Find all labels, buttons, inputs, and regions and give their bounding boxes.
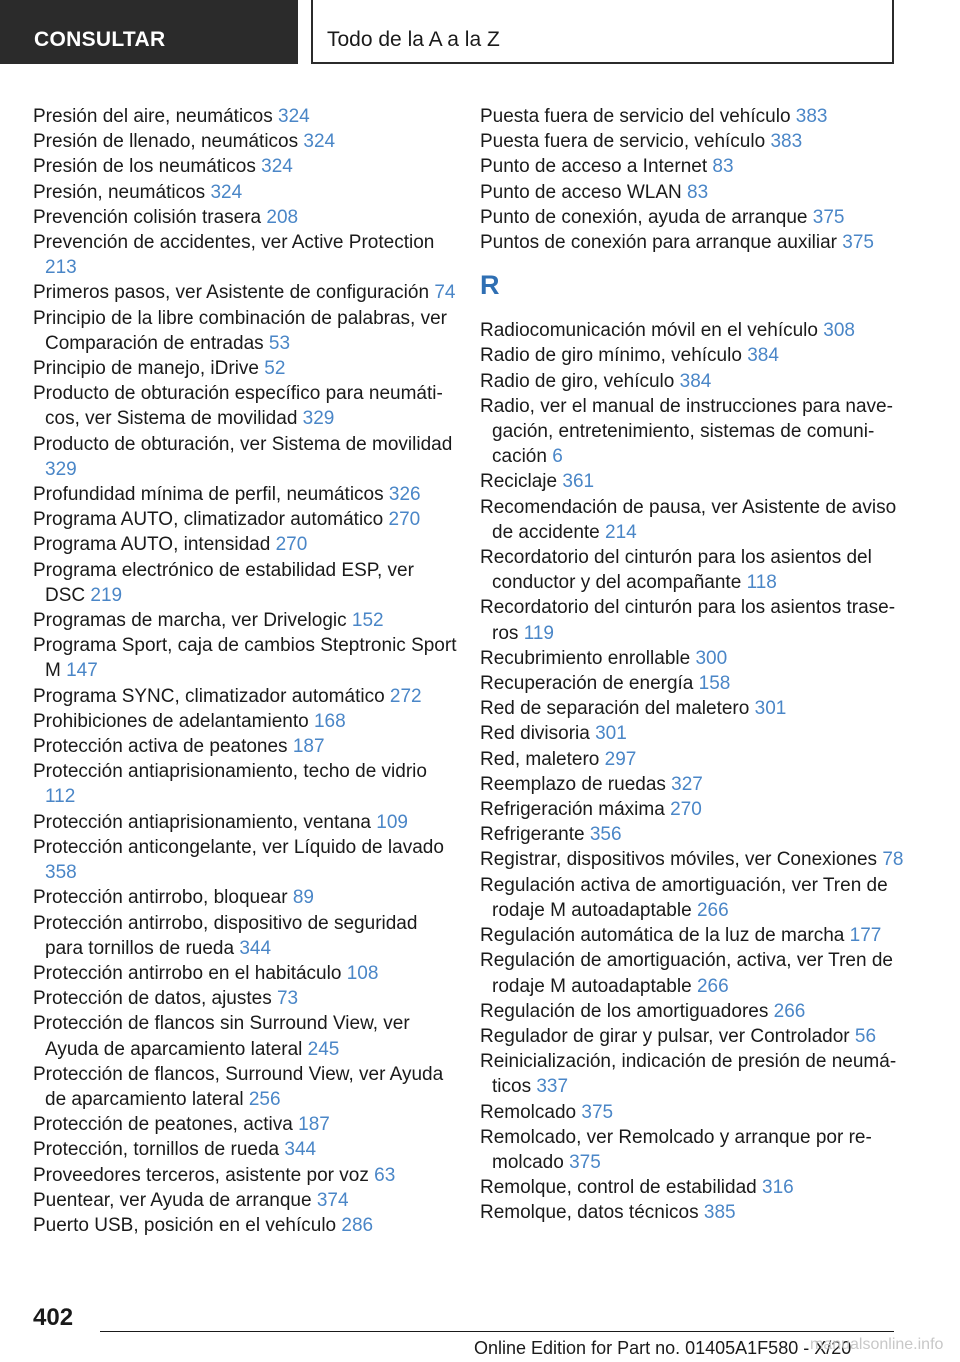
page-reference-link[interactable]: 301 [754, 698, 787, 720]
section-label: CONSULTAR [34, 28, 166, 51]
index-term: Puntos de conexión para arranque auxiliar [480, 232, 838, 254]
index-term: Remolque, datos técnicos [480, 1202, 699, 1224]
page-reference-link[interactable]: 383 [770, 131, 803, 153]
index-term: Puentear, ver Ayuda de arranque [33, 1189, 312, 1211]
page-reference-link[interactable]: 245 [307, 1038, 340, 1060]
index-term: Radio, ver el manual de instrucciones para navegación, entretenimiento, sistemas de comunicación [480, 395, 893, 468]
index-term: Radio de giro, vehículo [480, 370, 675, 392]
index-term: Puesta fuera de servicio del vehículo [480, 106, 791, 127]
page-reference-link[interactable]: 300 [695, 647, 728, 669]
page-reference-link[interactable]: 147 [66, 660, 98, 682]
page-reference-link[interactable]: 327 [671, 773, 703, 795]
index-term: Red, maletero [480, 748, 600, 770]
index-entry [480, 1024, 904, 1049]
index-term: Producto de obturación específico para neumáticos, ver Sistema de movilidad [33, 383, 443, 430]
index-entry [33, 129, 457, 154]
index-entry [33, 1137, 457, 1162]
page-reference-link[interactable]: 316 [762, 1177, 794, 1199]
index-term: Remolcado, ver Remolcado y arranque por remolcado [480, 1126, 872, 1173]
page-reference-link[interactable]: 329 [45, 458, 77, 480]
index-entry [33, 180, 457, 205]
index-term: Proveedores terceros, asistente por voz [33, 1164, 369, 1186]
page-reference-link[interactable]: 89 [292, 887, 314, 909]
index-term: Programas de marcha, ver Drivelogic [33, 610, 347, 632]
page-reference-link[interactable]: 286 [341, 1214, 374, 1236]
index-entry [33, 532, 457, 557]
index-term: Presión, neumáticos [33, 181, 206, 203]
index-entry [480, 847, 904, 872]
index-entry [33, 1213, 457, 1238]
index-entry [33, 280, 457, 305]
index-entry [480, 646, 904, 671]
index-entry [480, 772, 904, 797]
index-entry [480, 495, 904, 545]
page-reference-link[interactable]: 375 [581, 1101, 614, 1123]
index-term: Recubrimiento enrollable [480, 647, 691, 669]
page-reference-link[interactable]: 152 [351, 610, 384, 632]
page-reference-link[interactable]: 214 [605, 521, 637, 543]
index-term: Protección activa de peatones [33, 736, 288, 758]
index-entry [33, 759, 457, 809]
index-term: Protección de flancos sin Surround View, ver Ayuda de aparcamiento lateral [33, 1013, 410, 1060]
page-reference-link[interactable]: 266 [773, 1000, 806, 1022]
index-entry [480, 205, 904, 230]
page-reference-link[interactable]: 63 [374, 1164, 396, 1186]
index-entry [33, 432, 457, 482]
index-group-p [480, 104, 904, 255]
page-reference-link[interactable]: 53 [268, 332, 291, 354]
index-entry [480, 545, 904, 595]
index-entry [480, 721, 904, 746]
index-entry [33, 104, 457, 129]
index-term: Prohibiciones de adelantamiento [33, 710, 309, 732]
page-reference-link[interactable]: 256 [248, 1088, 281, 1110]
index-entry [33, 154, 457, 179]
index-term: Registrar, dispositivos móviles, ver Conexiones [480, 849, 878, 871]
index-entry [480, 318, 904, 343]
page-reference-link[interactable]: 83 [687, 181, 709, 203]
page-header [311, 0, 894, 64]
page-reference-link[interactable]: 168 [313, 710, 346, 732]
index-entry [480, 343, 904, 368]
index-term: Primeros pasos, ver Asistente de configuración [33, 282, 430, 304]
index-term: Red divisoria [480, 723, 590, 745]
index-entry [480, 1100, 904, 1125]
page-reference-link[interactable]: 270 [275, 534, 308, 556]
page-reference-link[interactable]: 326 [388, 484, 421, 506]
page-reference-link[interactable]: 78 [882, 849, 904, 871]
index-term: Producto de obturación, ver Sistema de movilidad [33, 433, 453, 455]
index-entry [480, 797, 904, 822]
index-term: Programa SYNC, climatizador automático [33, 685, 385, 707]
page-reference-link[interactable]: 119 [523, 622, 554, 644]
index-entry [480, 394, 904, 470]
index-term: Recordatorio del cinturón para los asientos traseros [480, 597, 896, 644]
index-entry [480, 595, 904, 645]
index-entry [33, 230, 457, 280]
index-term: Radiocomunicación móvil en el vehículo [480, 320, 818, 342]
page-reference-link[interactable]: 266 [696, 899, 729, 921]
index-entry [480, 696, 904, 721]
index-term: Presión de los neumáticos [33, 156, 256, 178]
page-reference-link[interactable]: 270 [388, 509, 421, 531]
index-term: Programa AUTO, climatizador automático [33, 509, 384, 531]
index-entry [33, 381, 457, 431]
index-entry [33, 507, 457, 532]
page-reference-link[interactable]: 74 [434, 282, 456, 304]
page-reference-link[interactable]: 187 [298, 1114, 330, 1136]
index-entry [33, 1011, 457, 1061]
index-term: Radio de giro mínimo, vehículo [480, 345, 742, 367]
page-reference-link[interactable]: 266 [696, 975, 729, 997]
index-term: Punto de acceso a Internet [480, 156, 708, 178]
page-reference-link[interactable]: 270 [670, 799, 702, 821]
page-reference-link[interactable]: 324 [210, 181, 243, 203]
index-term: Protección, tornillos de rueda [33, 1139, 280, 1161]
index-entry [33, 356, 457, 381]
index-entry [33, 810, 457, 835]
index-term: Protección anticongelante, ver Líquido de lavado [33, 836, 444, 858]
page-reference-link[interactable]: 308 [823, 320, 855, 342]
page-reference-link[interactable]: 219 [90, 584, 123, 606]
page-reference-link[interactable]: 324 [303, 131, 336, 153]
index-term: Recordatorio del cinturón para los asientos del conductor y del acompañante [480, 547, 872, 594]
page-reference-link[interactable]: 384 [679, 370, 712, 392]
index-entry [480, 154, 904, 179]
index-entry [480, 948, 904, 998]
watermark: manualsonline.info [810, 1336, 944, 1353]
index-entry [480, 1175, 904, 1200]
page-reference-link[interactable]: 297 [604, 748, 637, 770]
index-entry [33, 986, 457, 1011]
page-reference-link[interactable]: 361 [562, 471, 595, 493]
index-entry [33, 709, 457, 734]
page-reference-link[interactable]: 108 [346, 962, 379, 984]
section-tab [0, 0, 298, 64]
index-entry [33, 633, 457, 683]
index-term: Prevención de accidentes, ver Active Protection [33, 232, 435, 254]
index-term: Puerto USB, posición en el vehículo [33, 1214, 337, 1236]
index-column-right [480, 104, 904, 1226]
index-term: Protección antirrobo, dispositivo de seguridad para tornillos de rueda [33, 912, 418, 959]
page-reference-link[interactable]: 177 [849, 925, 882, 947]
page-reference-link[interactable]: 337 [536, 1076, 569, 1098]
page-reference-link[interactable]: 109 [376, 811, 408, 833]
page-reference-link[interactable]: 384 [747, 345, 779, 367]
index-entry [33, 482, 457, 507]
index-term: Presión del aire, neumáticos [33, 106, 273, 127]
index-group-r [480, 318, 904, 1225]
page-reference-link[interactable]: 375 [812, 206, 845, 228]
index-term: Regulación automática de la luz de marcha [480, 925, 845, 947]
index-term: Red de separación del maletero [480, 698, 750, 720]
index-term: Protección antirrobo, bloquear [33, 887, 288, 909]
index-term: Remolque, control de estabilidad [480, 1177, 757, 1199]
index-term: Protección de flancos, Surround View, ver Ayuda de aparcamiento lateral [33, 1063, 444, 1110]
page-reference-link[interactable]: 112 [45, 786, 76, 808]
footer-divider [100, 1331, 894, 1332]
index-term: Protección de datos, ajustes [33, 988, 272, 1010]
page-reference-link[interactable]: 329 [302, 408, 335, 430]
page-reference-link[interactable]: 272 [389, 685, 422, 707]
index-entry [33, 961, 457, 986]
index-entry [480, 873, 904, 923]
index-entry [33, 684, 457, 709]
index-term: Refrigeración máxima [480, 799, 665, 821]
index-term: Principio de la libre combinación de palabras, ver Comparación de entradas [33, 307, 448, 354]
index-entry [33, 558, 457, 608]
page-reference-link[interactable]: 344 [239, 937, 272, 959]
index-entry [480, 747, 904, 772]
index-entry [480, 230, 904, 255]
index-entry [480, 129, 904, 154]
page-reference-link[interactable]: 375 [569, 1151, 601, 1173]
page-reference-link[interactable]: 301 [595, 723, 627, 745]
index-entry [33, 306, 457, 356]
index-entry [480, 369, 904, 394]
index-entry [480, 671, 904, 696]
page-reference-link[interactable]: 383 [795, 106, 828, 127]
page-reference-link[interactable]: 356 [589, 824, 622, 846]
index-term: Recomendación de pausa, ver Asistente de aviso de accidente [480, 496, 897, 543]
index-term: Regulación activa de amortiguación, ver Tren de rodaje M autoadaptable [480, 874, 888, 921]
page-reference-link[interactable]: 56 [854, 1025, 877, 1047]
page-reference-link[interactable]: 375 [842, 232, 874, 254]
index-entry [33, 1188, 457, 1213]
index-column-left [33, 104, 457, 1238]
index-term: Protección de peatones, activa [33, 1114, 293, 1136]
index-term: Prevención colisión trasera [33, 206, 262, 228]
chapter-title: Todo de la A a la Z [327, 28, 500, 51]
page-reference-link[interactable]: 374 [316, 1189, 349, 1211]
index-entry [33, 1062, 457, 1112]
index-term: Regulación de amortiguación, activa, ver Tren de rodaje M autoadaptable [480, 950, 893, 997]
index-entry [480, 1049, 904, 1099]
page-reference-link[interactable]: 358 [45, 862, 77, 884]
index-term: Protección antirrobo en el habitáculo [33, 962, 342, 984]
index-entry [33, 835, 457, 885]
index-entry [33, 911, 457, 961]
page-reference-link[interactable]: 344 [284, 1139, 317, 1161]
index-term: Reinicialización, indicación de presión de neumáticos [480, 1051, 897, 1098]
index-term: Profundidad mínima de perfil, neumáticos [33, 484, 384, 506]
index-term: Regulación de los amortiguadores [480, 1000, 769, 1022]
index-entry [480, 469, 904, 494]
page-reference-link[interactable]: 6 [552, 446, 563, 468]
section-letter: R [480, 270, 500, 301]
index-term: Recuperación de energía [480, 673, 694, 695]
index-entry [480, 822, 904, 847]
index-entry [33, 205, 457, 230]
index-entry [33, 608, 457, 633]
page-reference-link[interactable]: 385 [703, 1202, 736, 1224]
index-entry [480, 999, 904, 1024]
page-reference-link[interactable]: 158 [698, 673, 731, 695]
index-term: Puesta fuera de servicio, vehículo [480, 131, 766, 153]
index-term: Programa electrónico de estabilidad ESP, ver DSC [33, 559, 414, 606]
page-reference-link[interactable]: 83 [712, 156, 734, 178]
footer-edition-text: Online Edition for Part no. 01405A1F580 - X/20 [474, 1338, 852, 1358]
page-reference-link[interactable]: 324 [261, 156, 293, 178]
index-term: Reciclaje [480, 471, 558, 493]
index-entry [480, 923, 904, 948]
page-reference-link[interactable]: 324 [278, 106, 310, 127]
index-term: Punto de conexión, ayuda de arranque [480, 206, 808, 228]
index-entry [33, 1112, 457, 1137]
page-reference-link[interactable]: 208 [266, 206, 299, 228]
index-entry [33, 885, 457, 910]
page-reference-link[interactable]: 73 [276, 988, 299, 1010]
index-term: Protección antiaprisionamiento, techo de vidrio [33, 761, 427, 783]
index-term: Principio de manejo, iDrive [33, 358, 259, 380]
index-term: Remolcado [480, 1101, 577, 1123]
index-term: Punto de acceso WLAN [480, 181, 682, 203]
index-term: Reemplazo de ruedas [480, 773, 666, 795]
index-entry [480, 1200, 904, 1225]
index-term: Programa Sport, caja de cambios Steptronic Sport M [33, 635, 457, 682]
index-term: Presión de llenado, neumáticos [33, 131, 299, 153]
page-number: 402 [33, 1304, 74, 1331]
page-reference-link[interactable]: 213 [45, 257, 77, 279]
index-entry [33, 1163, 457, 1188]
index-entry [480, 180, 904, 205]
index-entry [33, 734, 457, 759]
index-entry [480, 1125, 904, 1175]
page-reference-link[interactable]: 52 [264, 358, 286, 380]
index-term: Regulador de girar y pulsar, ver Controlador [480, 1025, 850, 1047]
index-entry [480, 104, 904, 129]
page-reference-link[interactable]: 118 [746, 572, 777, 594]
index-term: Programa AUTO, intensidad [33, 534, 271, 556]
index-term: Protección antiaprisionamiento, ventana [33, 811, 371, 833]
index-term: Refrigerante [480, 824, 585, 846]
page-reference-link[interactable]: 187 [292, 736, 325, 758]
